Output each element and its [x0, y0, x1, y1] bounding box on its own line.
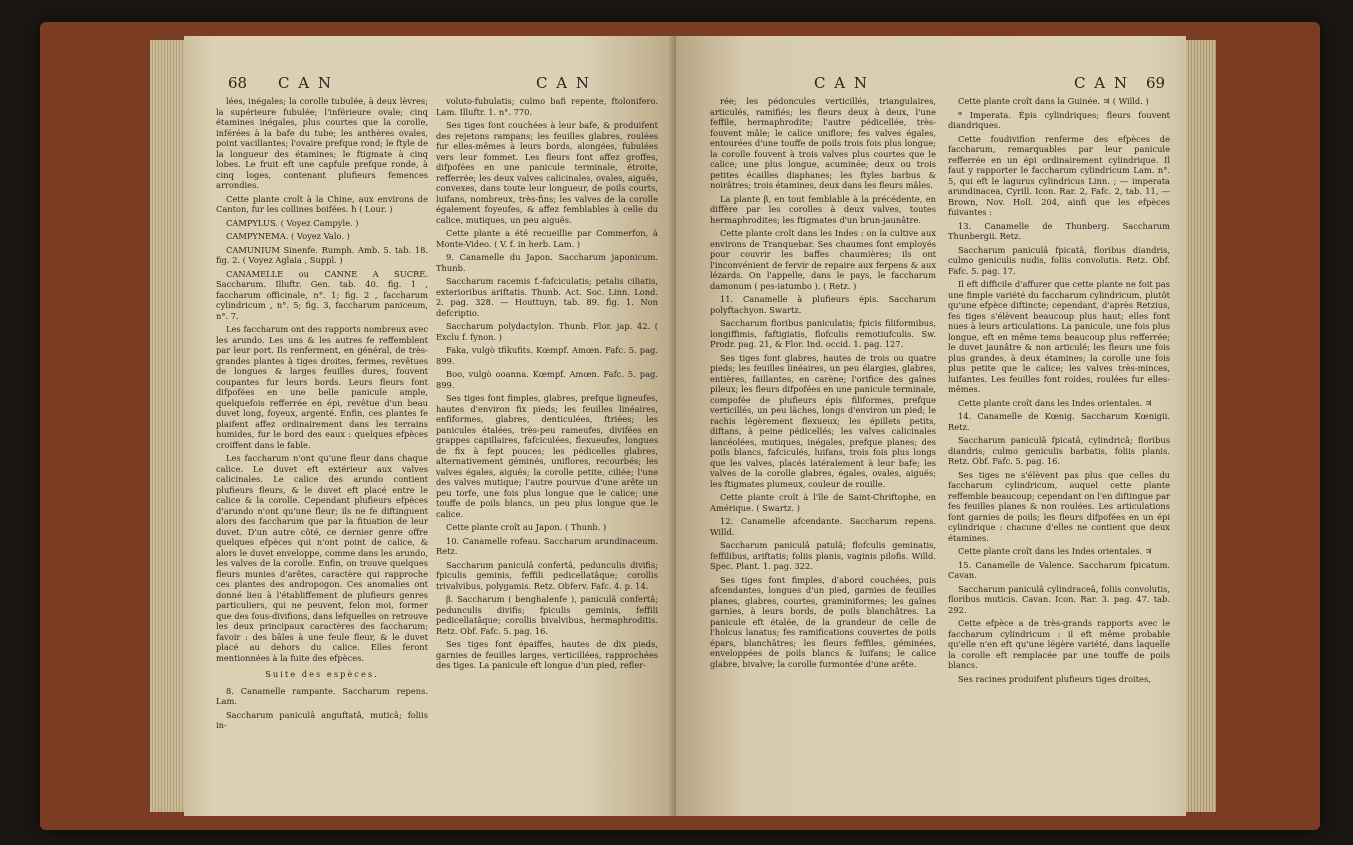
paragraph: Ses tiges font fimples, glabres, prefque ligneufes, hautes d'environ fix pieds; les feuilles linéaires, enfiformes, glabres, denticulées, ftriées; les panicules étalées, très-peu rameufes, divifées en grappes capillaires, fafciculées, flexueufes, longues de fix à fept pouces; les pédicelles glabres, alternativement géminés, uniflores, recourbés; les valves égales, aiguës; la corolle petite, ciliée; l'une des valves mutique; l'autre pourvue d'une arête un peu torfe, une fois plus longue que le calice; une touffe de poils blancs, un peu plus longue que le calice. — [436, 393, 658, 519]
running-head-right: C A N — [814, 74, 869, 92]
paragraph: Saccharum polydactylon. Thunb. Flor. jap. 42. ( Exclu f. fynon. ) — [436, 321, 658, 342]
paragraph: Saccharum paniculâ anguftatâ, muticâ; foliis in- — [216, 709, 428, 730]
right-page — [676, 36, 1186, 816]
paragraph: La plante β, en tout femblable à la précédente, en diffère par les corolles à deux valves, toutes hermaphrodites; les ftigmates d'un brun-jaunâtre. — [710, 193, 936, 225]
paragraph: Ses tiges font fimples, d'abord couchées, puis afcendantes, longues d'un pied, garnies de feuilles planes, glabres, courtes, graminiformes; les gaînes garnies, à leurs bords, de poils blanchâtres. La panicule eft étalée, de la grandeur de celle de l'holcus lanatus; fes ramifications couvertes de poils épars, blanchâtres; les fleurs feffiles, géminées, enveloppées de poils blancs & luifans; le calice glabre, bivalve; la corolle furmontée d'une arête. — [710, 574, 936, 669]
paragraph: Saccharum racemis f.-fafciculatis; petalis ciliatis, exterioribus ariftatis. Thunb. Act. Soc. Linn. Lond. 2. pag. 328. — Houttuyn, tab. 89. fig. 1. Non defcriptio. — [436, 276, 658, 318]
paragraph: Boo, vulgò ooanna. Kœmpf. Amœn. Fafc. 5. pag. 899. — [436, 369, 658, 390]
paragraph: Cette plante croît à la Chine, aux environs de Canton, fur les collines boifées. ħ ( Lour. ) — [216, 193, 428, 214]
paragraph: Il eft difficile d'affurer que cette plante ne foit pas une fimple variété du faccharum cylindricum, plutôt qu'une efpèce diftincte; cependant, d'après Retzius, fes tiges s'élèvent beaucoup plus haut; elles font nues à leurs articulations. La panicule, une fois plus longue, eft en même tems beaucoup plus refferrée; le duvet jaunâtre & non articulé; les fleurs une fois plus grandes, à deux étamines; la corolle une fois plus petite que le calice; les valves très-minces, luifantes. Les feuilles font roides, roulées fur elles-mêmes. — [948, 279, 1170, 394]
paragraph: Ses tiges font épaiffes, hautes de dix pieds, garnies de feuilles larges, verticillées, rapprochées des tiges. La panicule eft longue d'un pied, refler- — [436, 639, 658, 670]
paragraph: Saccharum paniculâ confertâ, pedunculis divifis; fpiculis geminis, feffili pedicellatâque; corollis trivalvibus, polygamis. Retz. Obferv. Fafc. 4. p. 14. — [436, 559, 658, 591]
paragraph: 11. Canamelle à plufieurs épis. Saccharum polyftachyon. Swartz. — [710, 294, 936, 315]
paragraph: Saccharum floribus paniculatis; fpicis filiformibus, longiffimis, faftigiatis, flofculis remotiufculis. Sw. Prodr. pag. 21, & Flor. Ind. occid. 1. pag. 127. — [710, 318, 936, 349]
right-page-edges — [1186, 40, 1216, 812]
paragraph: CANAMELLE ou CANNE A SUCRE. Saccharum. Illuftr. Gen. tab. 40. fig. 1 , faccharum officinale, n°. 1; fig. 2 , faccharum cylindricum , n°. 5; fig. 3, faccharum paniceum, n°. 7. — [216, 268, 428, 321]
running-head-left: C A N — [278, 74, 333, 92]
paragraph: 15. Canamelle de Valence. Saccharum fpicatum. Cavan. — [948, 559, 1170, 580]
paragraph: Cette foudivifion renferme des efpèces de faccharum, remarquables par leur panicule refferrée en un épi ordinairement cylindrique. Il faut y rapporter le faccharum cylindricum Lam. n°. 5, qui eft le lagurus cylindricus Linn. ; — imperata arundinacea, Cyrill. Icon. Rar. 2, Fafc. 2, tab. 11, — Brown, Nov. Holl. 204, ainfi que les efpèces fuivantes : — [948, 133, 1170, 217]
paragraph: voluto-fubulatis; culmo bafi repente, ftolonifero. Lam. Illuftr. 1. n°. 770. — [436, 96, 658, 117]
paragraph: CAMUNIUM Sinenfe. Rumph. Amb. 5. tab. 18. fig. 2. ( Voyez Aglaia , Suppl. ) — [216, 244, 428, 265]
section-heading: Suite des espèces. — [265, 669, 379, 679]
paragraph: Ses racines produifent plufieurs tiges droites, — [958, 673, 1151, 684]
paragraph: Cette efpèce a de très-grands rapports avec le faccharum cylindricum : il eft même probable qu'elle n'en eft qu'une légère variété, dans laquelle la corolle eft remplacée par une touffe de poils blancs. — [948, 618, 1170, 670]
paragraph: rée; les pédoncules verticillés, triangulaires, articulés, ramifiés; les fleurs deux à deux, l'une feffile, hermaphrodite; l'autre pédicellée, très-fouvent mâle; le calice uniflore; fes valves égales, entourées d'une touffe de poils trois fois plus longue; la corolle fouvent à trois valves plus courtes que le calice; une plus longue, acuminée; deux ou trois petites écailles diaphanes; les ftyles barbus & noirâtres; trois étamines, deux dans les fleurs mâles. — [710, 96, 936, 190]
right-page-column-2 — [948, 96, 1170, 687]
paragraph: 8. Canamelle rampante. Saccharum repens. Lam. — [216, 685, 428, 706]
paragraph: Ses tiges ne s'élèvent pas plus que celles du faccharum cylindricum, auquel cette plante reffemble beaucoup; cependant on l'en diftingue par fes feuilles planes & non roulées. Les articulations font garnies de poils; les fleurs difpofées en un épi cylindrique : chacune d'elles ne contient que deux étamines. — [948, 469, 1170, 543]
paragraph: lées, inégales; la corolle tubulée, à deux lèvres; la supérieure fubulée; l'inférieure ovale; cinq étamines inégales, plus courtes que la corolle, inférées à la bafe du tube; les anthères ovales, point vacillantes; l'ovaire prefque rond; le ftyle de la longueur des étamines; le ftigmate à cinq lobes. Le fruit eft une capfule prefque ronde, à cinq loges, contenant plufieurs femences arrondies. — [216, 96, 428, 190]
paragraph: 9. Canamelle du Japon. Saccharum japonicum. Thunb. — [436, 252, 658, 273]
running-head-right-2: C A N — [1074, 74, 1129, 92]
paragraph: Ses tiges font couchées à leur bafe, & produifent des rejetons rampans; les feuilles glabres, roulées fur elles-mêmes à leurs bords, alongées, fubulées vers leur fommet. Les fleurs font affez groffes, difpofées en une panicule terminale, étroite, refferrée; les deux valves calicinales, ovales, aiguës, convexes, dans toute leur longueur, de poils courts, luifans, nombreux, très-fins; les valves de la corolle également foyeufes, & affez femblables à celle du calice, mutiques, un peu aiguës. — [436, 120, 658, 225]
paragraph: Les faccharum n'ont qu'une fleur dans chaque calice. Le duvet eft extérieur aux valves calicinales. Le calice des arundo contient plufieurs fleurs, & le duvet eft placé entre le calice & la corolle. Cependant plufieurs efpèces d'arundo n'ont qu'une fleur; ils ne fe diftinguent alors des faccharum que par la fituation de leur duvet. D'un autre côté, ce dernier genre offre quelques efpèces qui n'ont point de calice, & alors le duvet enveloppe, comme dans les arundo, les valves de la corolle. Enfin, on trouve quelques fleurs munies d'arêtes, caractère qui rapproche ces plantes des andropogon. Ces anomalies ont donné lieu à l'établiffement de plufieurs genres particuliers, qui ne peuvent, felon moi, former que des fous-divifions, dans lefquelles on retrouve les deux principaux caractères des faccharum; favoir : des bâles à une feule fleur, & le duvet placé au dehors du calice. Elles feront mentionnées à la fuite des efpèces. — [216, 453, 428, 663]
paragraph: Cette plante croît à l'île de Saint-Chriftophe, en Amérique. ( Swartz. ) — [710, 492, 936, 513]
paragraph: Cette plante croît dans les Indes orientales. ♃ — [958, 546, 1153, 556]
paragraph: Cette plante croît dans les Indes : on la cultive aux environs de Tranquebar. Ses chaumes font employés pour couvrir les baffes chaumières; ils ont l'inconvénient de fervir de repaire aux ferpens & aux lézards. On l'appelle, dans le pays, le faccharum damonum ( pes-iatumbo ). ( Retz. ) — [710, 228, 936, 291]
paragraph: Saccharum paniculâ cylindraceâ, foliis convolutis, floribus muticis. Cavan. Icon. Rar. 3. pag. 47. tab. 292. — [948, 583, 1170, 615]
paragraph: Ses tiges font glabres, hautes de trois ou quatre pieds; les feuilles linéaires, un peu élargies, glabres, entières, faillantes, en carène; l'orifice des gaînes pileux; les fleurs difpofées en une panicule terminale, compofée de plufieurs épis filiformes, prefque verticillés, un peu lâches, longs d'environ un pied; le rachis légèrement flexueux; les épillets petits, diftans, à peine pédicellés; les valves calicinales lancéolées, mutiques, inégales, prefque planes; des poils blancs, fafciculés, luifans, trois fois plus longs que les valves, placés latéralement à leur bafe; les valves de la corolle glabres, égales, ovales, aiguës; les ftigmates plumeux, couleur de rouille. — [710, 352, 937, 489]
paragraph: Saccharum paniculâ fpicatâ, cylindricâ; floribus diandris; culmo geniculis barbatis, foliis planis. Retz. Obf. Fafc. 5. pag. 16. — [948, 435, 1170, 466]
left-page-column-2 — [436, 96, 658, 674]
paragraph: 12. Canamelle afcendante. Saccharum repens. Willd. — [710, 516, 936, 537]
paragraph: Saccharum paniculâ fpicatâ, floribus diandris, culmo geniculis nudis, foliis convolutis. Retz. Obf. Fafc. 5. pag. 17. — [948, 244, 1170, 276]
running-head-left-2: C A N — [536, 74, 591, 92]
paragraph: CAMPYLUS. ( Voyez Campyle. ) — [226, 217, 359, 228]
paragraph: 13. Canamelle de Thunberg. Saccharum Thunbergii. Retz. — [948, 220, 1170, 241]
left-page-edges — [150, 40, 184, 812]
paragraph: Cette plante croît au Japon. ( Thunb. ) — [446, 522, 607, 532]
right-page-column-1 — [710, 96, 936, 672]
paragraph: CAMPYNEMA. ( Voyez Valo. ) — [226, 231, 350, 241]
page-number-left: 68 — [228, 74, 248, 92]
paragraph: Cette plante croît dans la Guinée. ♃ ( Willd. ) — [958, 96, 1149, 106]
paragraph: Cette plante croît dans les Indes orientales. ♃ — [958, 397, 1153, 408]
paragraph: Cette plante a été recueillie par Commerfon, à Monte-Video. ( V. f. in herb. Lam. ) — [436, 228, 658, 249]
page-number-right: 69 — [1146, 74, 1166, 92]
paragraph: Saccharum paniculâ patulâ; flofculis geminatis, feffilibus, ariftatis; foliis planis, vaginis pilofis. Willd. Spec. Plant. 1. pag. 322. — [710, 540, 936, 571]
paragraph: * Imperata. Épis cylindriques; fleurs fouvent diandriques. — [948, 109, 1170, 130]
paragraph: 14. Canamelle de Kœnig. Saccharum Kœnigii. Retz. — [948, 411, 1170, 432]
paragraph: Faka, vulgò tfikufits. Kœmpf. Amœn. Fafc. 5. pag. 899. — [436, 345, 658, 366]
paragraph: 10. Canamelle rofeau. Saccharum arundinaceum. Retz. — [436, 535, 658, 556]
left-page-column-1 — [216, 96, 428, 734]
paragraph: Les faccharum ont des rapports nombreux avec les arundo. Les uns & les autres fe reffemblent par leur port. Ils renferment, en général, de très-grandes plantes à tiges droites, fermes, revêtues de longues & larges feuilles dures, fouvent coupantes fur leurs bords. Leurs fleurs font difpofées en une belle panicule ample, quelquefois refferrée en épi, revêtue d'un beau duvet long, foyeux, argenté. Enfin, ces plantes fe plaifent affez ordinairement dans les terrains humides, fur le bord des eaux : quelques efpèces croiffent dans le fable. — [216, 324, 428, 450]
left-page — [184, 36, 676, 816]
paragraph: β. Saccharum ( benghalenfe ), paniculâ confertâ; pedunculis divifis; fpiculis geminis, feffili pedicellatâque; corollis bivalvibus, hermaphroditis. Retz. Obf. Fafc. 5. pag. 16. — [436, 594, 658, 636]
